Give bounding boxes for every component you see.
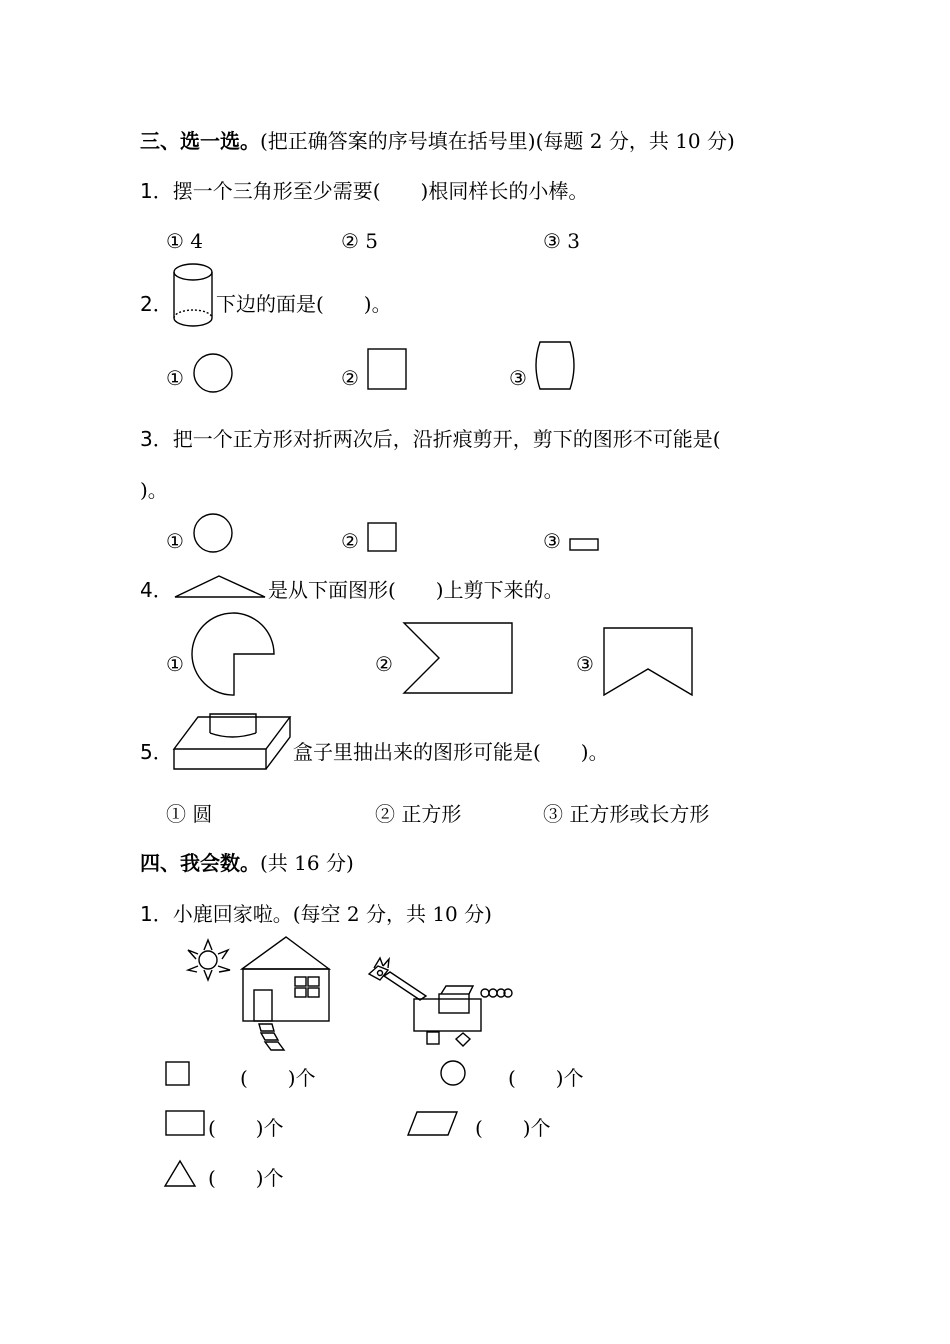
count-rectangle-icon: [165, 1110, 207, 1138]
q3-option-1-label[interactable]: ①: [166, 529, 184, 553]
q4-text: 是从下面图形( )上剪下来的。: [268, 578, 564, 602]
banner-shape-icon: [602, 626, 696, 698]
q5-number: 5．: [140, 740, 173, 764]
count-square-answer[interactable]: ( )个: [240, 1066, 316, 1090]
three-quarter-circle-shape-icon: [190, 612, 282, 698]
section4-heading: [140, 853, 354, 873]
q1-line: [140, 181, 588, 201]
q2-option-3-label[interactable]: ③: [509, 366, 527, 390]
section4-heading-prefix: 四、我会数。: [140, 851, 260, 875]
q5-option-2[interactable]: ② 正方形: [375, 802, 462, 826]
count-circle-answer[interactable]: ( )个: [508, 1066, 584, 1090]
q4-option-2-label[interactable]: ②: [375, 652, 393, 676]
section4-heading-rest: (共 16 分): [260, 851, 354, 875]
q5-option-3[interactable]: ③ 正方形或长方形: [543, 802, 710, 826]
section3-heading-prefix: 三、选一选。: [140, 129, 260, 153]
q3-line: [140, 429, 721, 449]
count-triangle-icon: [164, 1159, 198, 1189]
count-parallelogram-icon: [406, 1110, 460, 1138]
count-parallelogram-answer[interactable]: ( )个: [475, 1116, 551, 1140]
rounded-side-shape-icon: [534, 340, 578, 392]
s4-q1-text: 小鹿回家啦。(每空 2 分，共 10 分): [172, 902, 492, 926]
s4-q1-number: 1．: [140, 902, 173, 926]
q3-option-3-label[interactable]: ③: [543, 529, 561, 553]
q3-number: 3．: [140, 427, 173, 451]
notched-rectangle-shape-icon: [402, 621, 516, 697]
q3-text: 把一个正方形对折两次后，沿折痕剪开，剪下的图形不可能是(: [172, 427, 721, 451]
q1-text: 摆一个三角形至少需要( )根同样长的小棒。: [172, 179, 589, 203]
circle-shape-icon: [192, 352, 234, 394]
q1-option-1[interactable]: ① 4: [166, 229, 204, 253]
square-shape-icon: [367, 348, 409, 392]
section3-heading: [140, 131, 735, 151]
count-triangle-answer[interactable]: ( )个: [208, 1166, 284, 1190]
count-circle-icon: [440, 1060, 468, 1088]
q4-option-3-label[interactable]: ③: [576, 652, 594, 676]
tissue-box-figure: [172, 711, 294, 773]
deer-figure: [366, 956, 514, 1048]
house-figure: [240, 935, 332, 1053]
q2-option-1-label[interactable]: ①: [166, 366, 184, 390]
sun-figure: [186, 938, 234, 982]
q2-number: 2．: [140, 292, 173, 316]
count-square-icon: [165, 1061, 191, 1087]
q4-option-1-label[interactable]: ①: [166, 652, 184, 676]
section3-heading-rest: (把正确答案的序号填在括号里)(每题 2 分，共 10 分): [260, 129, 735, 153]
q5-text: 盒子里抽出来的图形可能是( )。: [293, 740, 609, 764]
cylinder-figure: [170, 262, 216, 330]
q2-option-2-label[interactable]: ②: [341, 366, 359, 390]
q1-option-2[interactable]: ② 5: [341, 229, 379, 253]
thin-rectangle-shape-icon: [569, 538, 601, 554]
q2-text: 下边的面是( )。: [216, 292, 392, 316]
circle-shape-icon: [192, 512, 234, 554]
q5-option-1[interactable]: ① 圆: [166, 802, 213, 826]
q3-text-continued: )。: [140, 478, 168, 502]
count-rectangle-answer[interactable]: ( )个: [208, 1116, 284, 1140]
q4-number: 4．: [140, 578, 173, 602]
q3-option-2-label[interactable]: ②: [341, 529, 359, 553]
q1-option-3[interactable]: ③ 3: [543, 229, 581, 253]
q1-number: 1．: [140, 179, 173, 203]
flat-triangle-figure: [173, 573, 269, 599]
s4-q1-line: [140, 904, 492, 924]
small-square-shape-icon: [367, 522, 399, 554]
